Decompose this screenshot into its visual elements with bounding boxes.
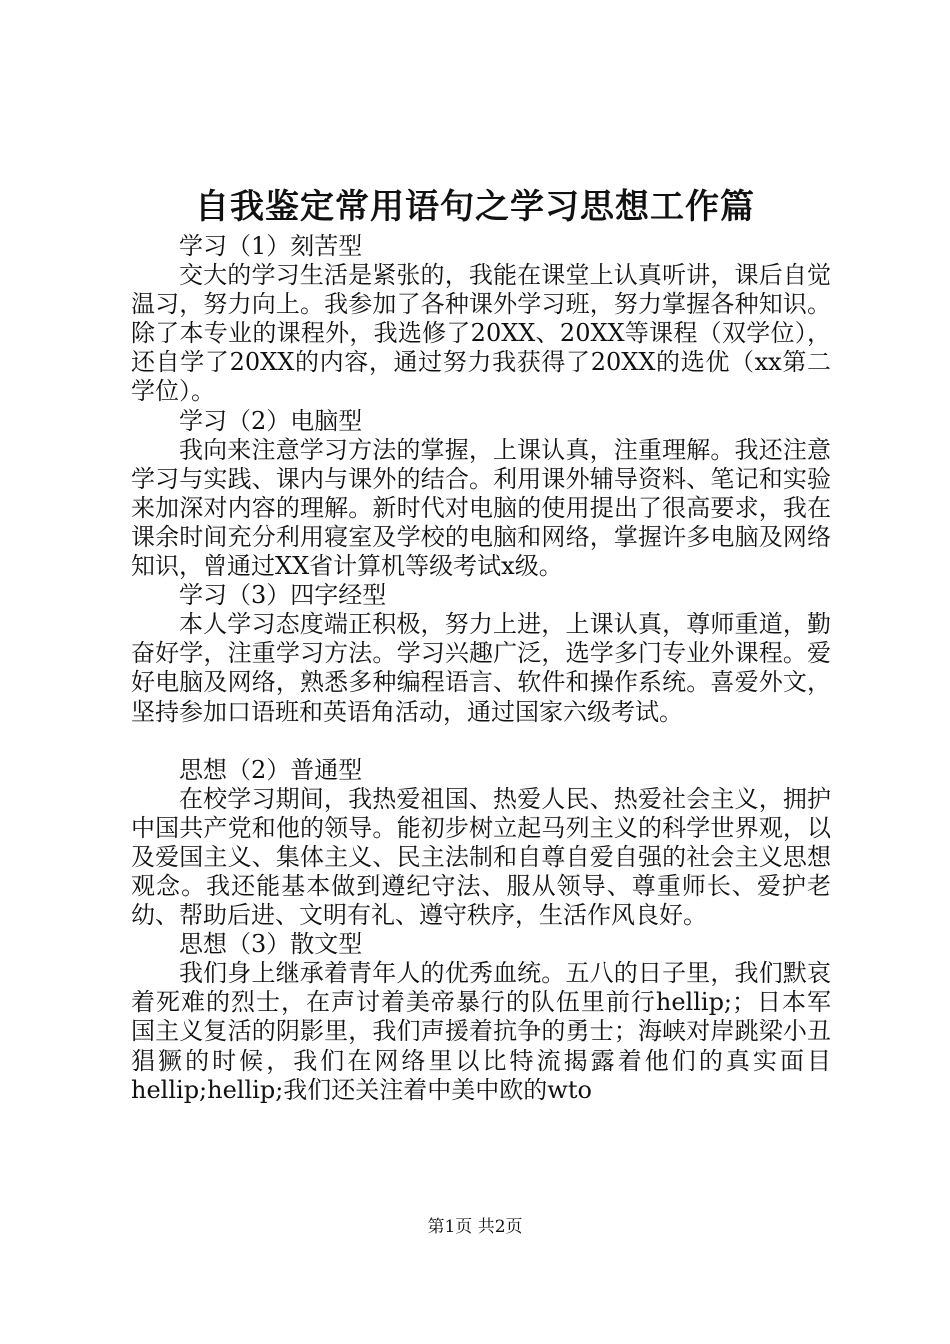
section-heading: 思想（3）散文型: [179, 930, 363, 959]
section-heading: 学习（1）刻苦型: [179, 232, 363, 260]
document-title: 自我鉴定常用语句之学习思想工作篇: [195, 187, 755, 227]
blank-line: [131, 727, 831, 756]
document-body: [131, 232, 831, 1105]
section-paragraph: 交大的学习生活是紧张的，我能在课堂上认真听讲，课后自觉温习，努力向上。我参加了各种课外学习班，努力掌握各种知识。除了本专业的课程外，我选修了20XX、20XX等课程（双学位），还自学了20XX的内容，通过努力我获得了20XX的选优（xx第二学位）。: [131, 261, 831, 406]
section-paragraph: 我们身上继承着青年人的优秀血统。五八的日子里，我们默哀着死难的烈士，在声讨着美帝暴行的队伍里前行hellip;；日本军国主义复活的阴影里，我们声援着抗争的勇士；海峡对岸跳梁小丑猖獗的时候，我们在网络里以比特流揭露着他们的真实面目hellip;hellip;我们还关注着中美中欧的wto: [131, 959, 831, 1104]
section-paragraph: 在校学习期间，我热爱祖国、热爱人民、热爱社会主义，拥护中国共产党和他的领导。能初步树立起马列主义的科学世界观，以及爱国主义、集体主义、民主法制和自尊自爱自强的社会主义思想观念。我还能基本做到遵纪守法、服从领导、尊重师长、爱护老幼、帮助后进、文明有礼、遵守秩序，生活作风良好。: [131, 784, 831, 930]
section-paragraph: 本人学习态度端正积极，努力上进，上课认真，尊师重道，勤奋好学，注重学习方法。学习兴趣广泛，选学多门专业外课程。爱好电脑及网络，熟悉多种编程语言、软件和操作系统。喜爱外文，坚持参加口语班和英语角活动，通过国家六级考试。: [131, 610, 831, 726]
section-heading: 学习（2）电脑型: [179, 406, 363, 435]
section-heading: 学习（3）四字经型: [179, 581, 387, 610]
page-footer: 第1页 共2页: [427, 1217, 523, 1237]
section-paragraph: 我向来注意学习方法的掌握，上课认真，注重理解。我还注意学习与实践、课内与课外的结合。利用课外辅导资料、笔记和实验来加深对内容的理解。新时代对电脑的使用提出了很高要求，我在课余时间充分利用寝室及学校的电脑和网络，掌握许多电脑及网络知识，曾通过XX省计算机等级考试x级。: [131, 435, 831, 581]
section-heading: 思想（2）普通型: [179, 755, 363, 784]
